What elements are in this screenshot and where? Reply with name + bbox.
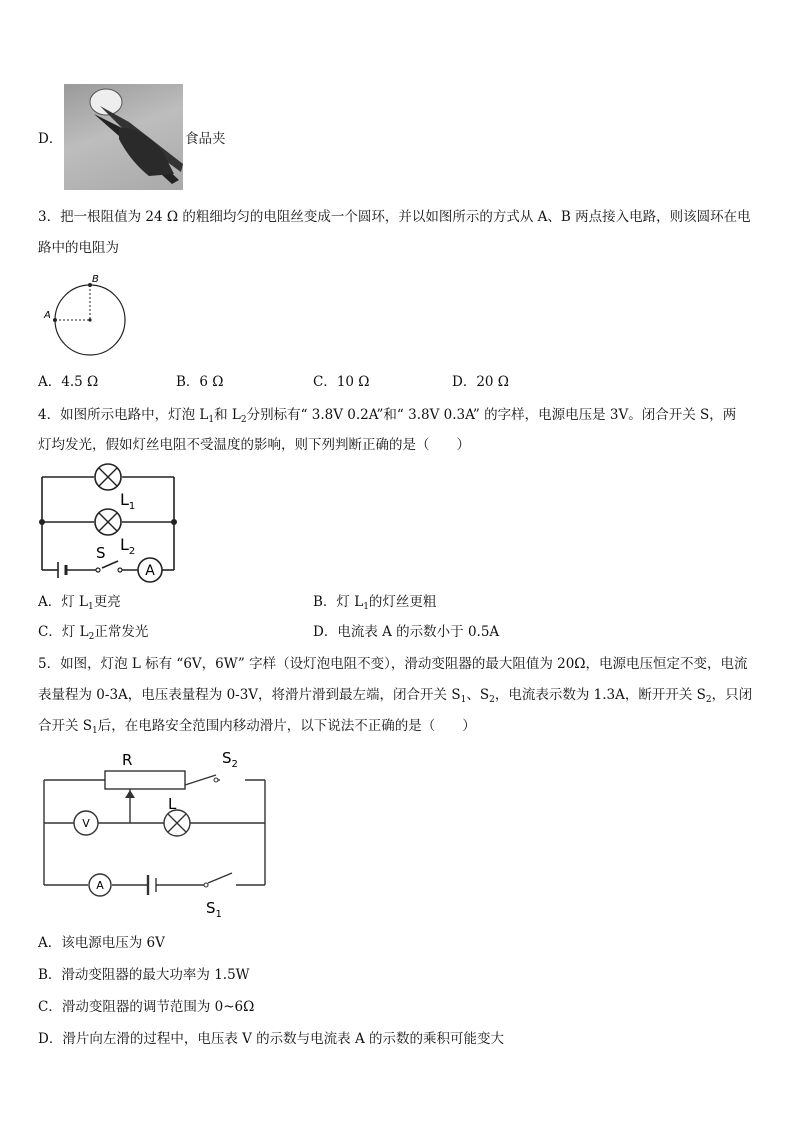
center-dot xyxy=(88,318,91,321)
switch-pivot xyxy=(96,568,100,572)
s1-pivot xyxy=(204,883,208,887)
svg-text:A: A xyxy=(96,879,104,892)
q4-circuit-diagram xyxy=(38,465,178,580)
l2-label: $L_2$ xyxy=(120,535,136,557)
switch-contact xyxy=(118,568,122,572)
food-tongs-illustration xyxy=(64,84,183,190)
rheostat-r-label: R xyxy=(122,751,133,769)
q2-option-d-text: 食品夹 xyxy=(185,131,226,147)
rheostat-body xyxy=(105,771,185,789)
ammeter-symbol xyxy=(138,558,162,582)
q3-stem-line1: 3．把一根阻值为 24 Ω 的粗细均匀的电阻丝变成一个圆环，并以如图所示的方式从 A、B 两点接入电路，则该圆环在电 xyxy=(38,209,751,225)
ammeter-symbol-q5 xyxy=(89,874,111,896)
point-a-dot xyxy=(53,318,57,322)
q5-option-b: B．滑动变阻器的最大功率为 1.5W xyxy=(38,967,250,983)
q5-stem-line2: 表量程为 0-3A，电压表量程为 0-3V，将滑片滑到最左端，闭合开关 $S_1$、$S_2$，电流表示数为 1.3A，断开开关 $S_2$，只闭 xyxy=(38,687,753,705)
lamp-l-label: L xyxy=(168,795,177,813)
q3-ring-figure xyxy=(40,270,135,360)
s1-label: $S_1$ xyxy=(206,899,222,920)
q2-option-d-letter: D． xyxy=(38,131,63,147)
point-a-label: A xyxy=(44,310,51,321)
q5-stem-line3: 合开关 $S_1$后，在电路安全范围内移动滑片，以下说法不正确的是（ ） xyxy=(38,718,476,736)
q5-stem-line1: 5．如图，灯泡 L 标有 “6V，6W” 字样（设灯泡电阻不变），滑动变阻器的最大阻值为 20Ω，电源电压恒定不变，电流 xyxy=(38,656,748,672)
svg-text:V: V xyxy=(82,817,90,830)
q4-stem-line1: 4．如图所示电路中，灯泡 $L_1$和 $L_2$分别标有“ 3.8V 0.2A”和“ 3.8V 0.3A” 的字样，电源电压是 3V。闭合开关 S，两 xyxy=(38,407,737,425)
q4-option-d: D．电流表 A 的示数小于 0.5A xyxy=(313,624,500,640)
q3-option-b: B．6 Ω xyxy=(176,374,224,390)
q3-option-c: C．10 Ω xyxy=(313,374,370,390)
q4-option-c: C．灯 $L_2$正常发光 xyxy=(38,624,149,642)
s2-label: $S_2$ xyxy=(222,749,238,770)
q3-option-d: D．20 Ω xyxy=(452,374,509,390)
q5-option-d: D．滑片向左滑的过程中，电压表 V 的示数与电流表 A 的示数的乘积可能变大 xyxy=(38,1031,504,1047)
junction-right xyxy=(171,519,177,525)
lamp-l1-symbol xyxy=(95,464,121,490)
q5-option-c: C．滑动变阻器的调节范围为 0~6Ω xyxy=(38,999,255,1015)
q4-option-b: B．灯 $L_1$的灯丝更粗 xyxy=(313,594,437,612)
lamp-l-symbol xyxy=(164,810,190,836)
q4-stem-line2: 灯均发光，假如灯丝电阻不受温度的影响，则下列判断正确的是（ ） xyxy=(38,437,470,453)
switch-s-label: S xyxy=(96,544,106,562)
lamp-l2-symbol xyxy=(95,509,121,535)
food-tongs-photo xyxy=(64,84,183,190)
q4-option-a: A．灯 $L_1$更亮 xyxy=(38,594,121,612)
junction-left xyxy=(39,519,45,525)
s2-pivot xyxy=(214,778,218,782)
point-b-label: B xyxy=(92,274,99,285)
q3-stem-line2: 路中的电阻为 xyxy=(38,240,119,256)
q3-option-a: A．4.5 Ω xyxy=(38,374,99,390)
ammeter-label: A xyxy=(145,563,155,579)
rheostat-slider-arrow xyxy=(125,790,135,798)
q5-option-a: A．该电源电压为 6V xyxy=(38,935,165,951)
voltmeter-symbol xyxy=(74,811,98,835)
q5-circuit-diagram xyxy=(40,745,275,920)
l1-label: $L_1$ xyxy=(120,490,136,512)
